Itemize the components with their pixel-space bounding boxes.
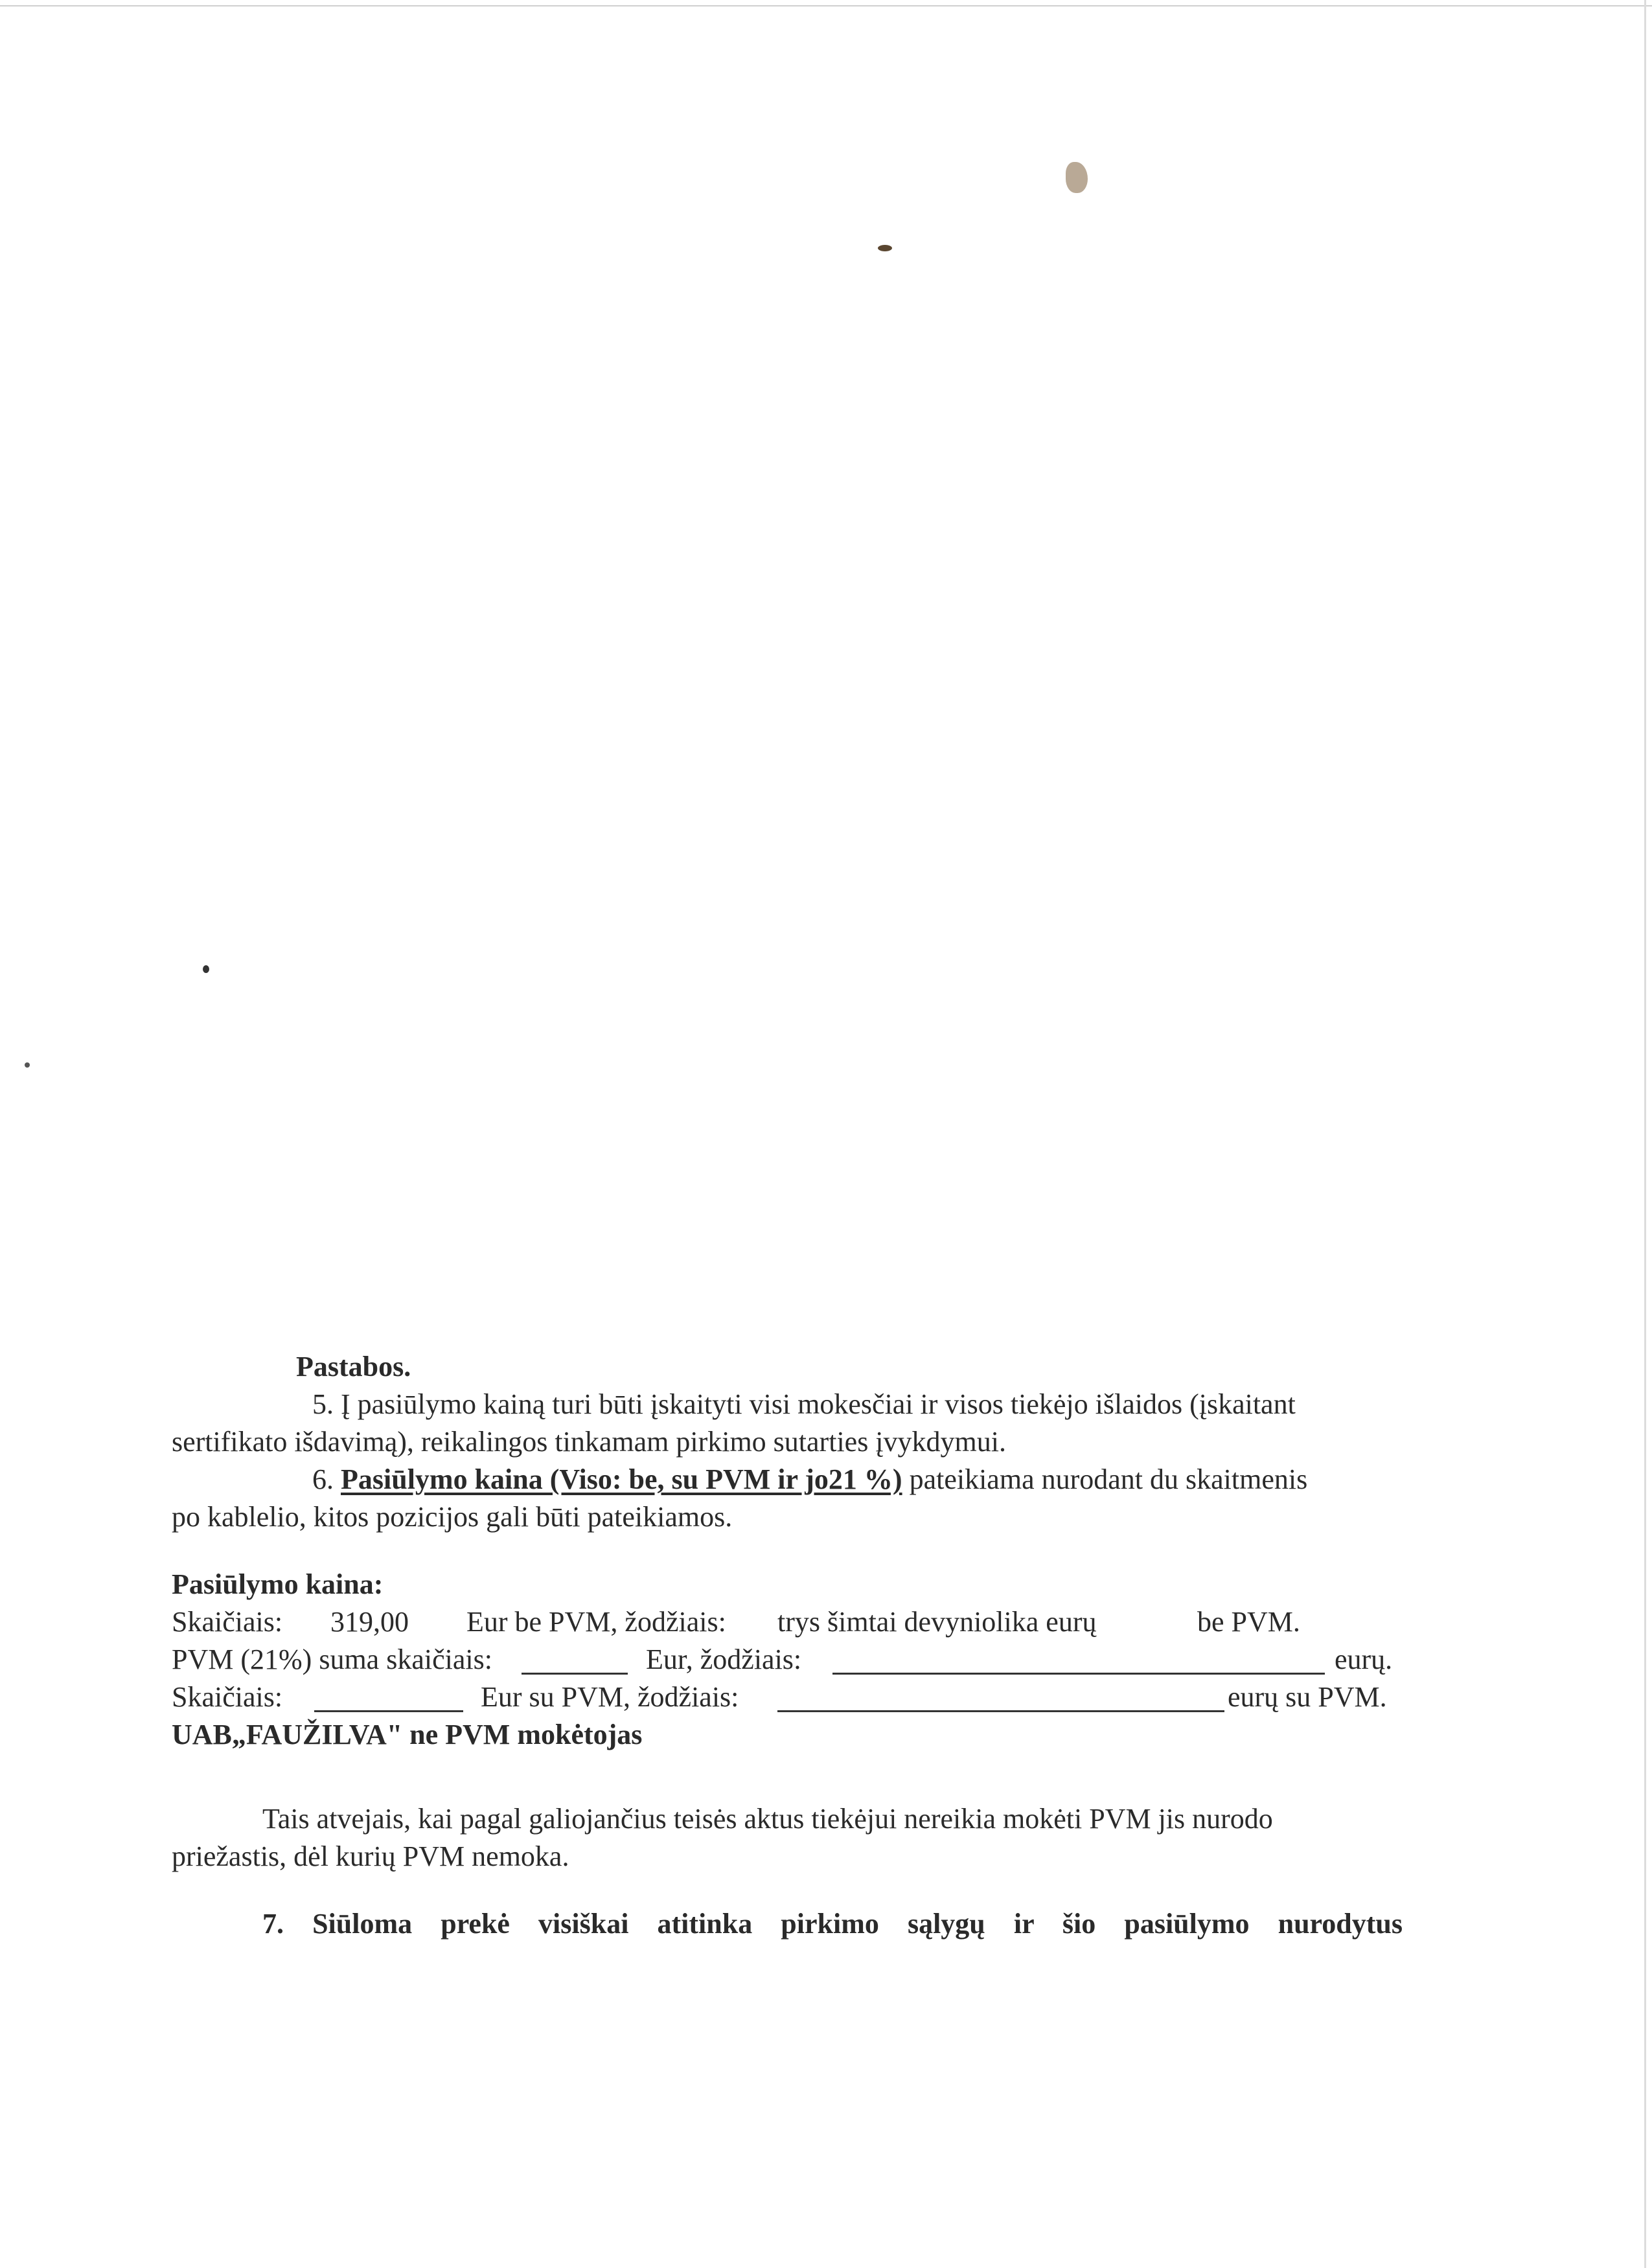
price-row-3-end: eurų su PVM. [1228,1681,1387,1713]
price-row-3-label: Skaičiais: [172,1681,283,1713]
vat-note-line-2: priežastis, dėl kurių PVM nemoka. [172,1840,569,1872]
price-heading: Pasiūlymo kaina: [172,1568,384,1600]
price-row-2-amount-blank [522,1644,628,1675]
price-row-1-value: 319,00 [330,1606,409,1638]
price-row-2-words-blank [832,1644,1325,1675]
price-row-1-mid: Eur be PVM, žodžiais: [466,1606,726,1638]
scan-speck [203,965,209,973]
scan-right-edge [1644,0,1646,2268]
price-row-2-label: PVM (21%) suma skaičiais: [172,1644,492,1675]
company-vat-status: UAB„FAUŽILVA" ne PVM mokėtojas [172,1719,643,1750]
vat-note-line-1: Tais atvejais, kai pagal galiojančius teisės aktus tiekėjui nereikia mokėti PVM jis nurodo [262,1803,1273,1835]
note-item-6-rest: pateikiama nurodant du skaitmenis [902,1463,1308,1495]
price-row-2-mid: Eur, žodžiais: [646,1644,802,1675]
notes-heading: Pastabos. [296,1351,411,1382]
scan-stain [1066,162,1088,193]
price-row-3-mid: Eur su PVM, žodžiais: [481,1681,739,1713]
note-item-6-line-2: po kablelio, kitos pozicijos gali būti pateikiamos. [172,1501,733,1533]
price-row-3-words-blank [777,1682,1224,1712]
scan-top-edge [0,5,1652,6]
price-row-1-label: Skaičiais: [172,1606,283,1638]
note-item-6-number: 6. [312,1463,334,1495]
scan-speck [878,245,892,251]
price-row-2-end: eurų. [1335,1644,1393,1675]
note-item-6-line-1 [312,1461,1543,1498]
note-item-5-line-2: sertifikato išdavimą), reikalingos tinkamam pirkimo sutarties įvykdymui. [172,1426,1006,1458]
item-7-line: 7. Siūloma prekė visiškai atitinka pirkimo sąlygų ir šio pasiūlymo nurodytus [262,1908,1403,1940]
price-row-3-amount-blank [314,1682,463,1712]
note-item-6-underlined: Pasiūlymo kaina (Viso: be, su PVM ir jo21 %) [341,1463,902,1495]
scan-speck [25,1062,30,1068]
price-row-1-end: be PVM. [1197,1606,1300,1638]
note-item-5-line-1: 5. Į pasiūlymo kainą turi būti įskaityti visi mokesčiai ir visos tiekėjo išlaidos (įskaitant [312,1388,1296,1420]
price-row-1-words: trys šimtai devyniolika eurų [777,1606,1097,1638]
